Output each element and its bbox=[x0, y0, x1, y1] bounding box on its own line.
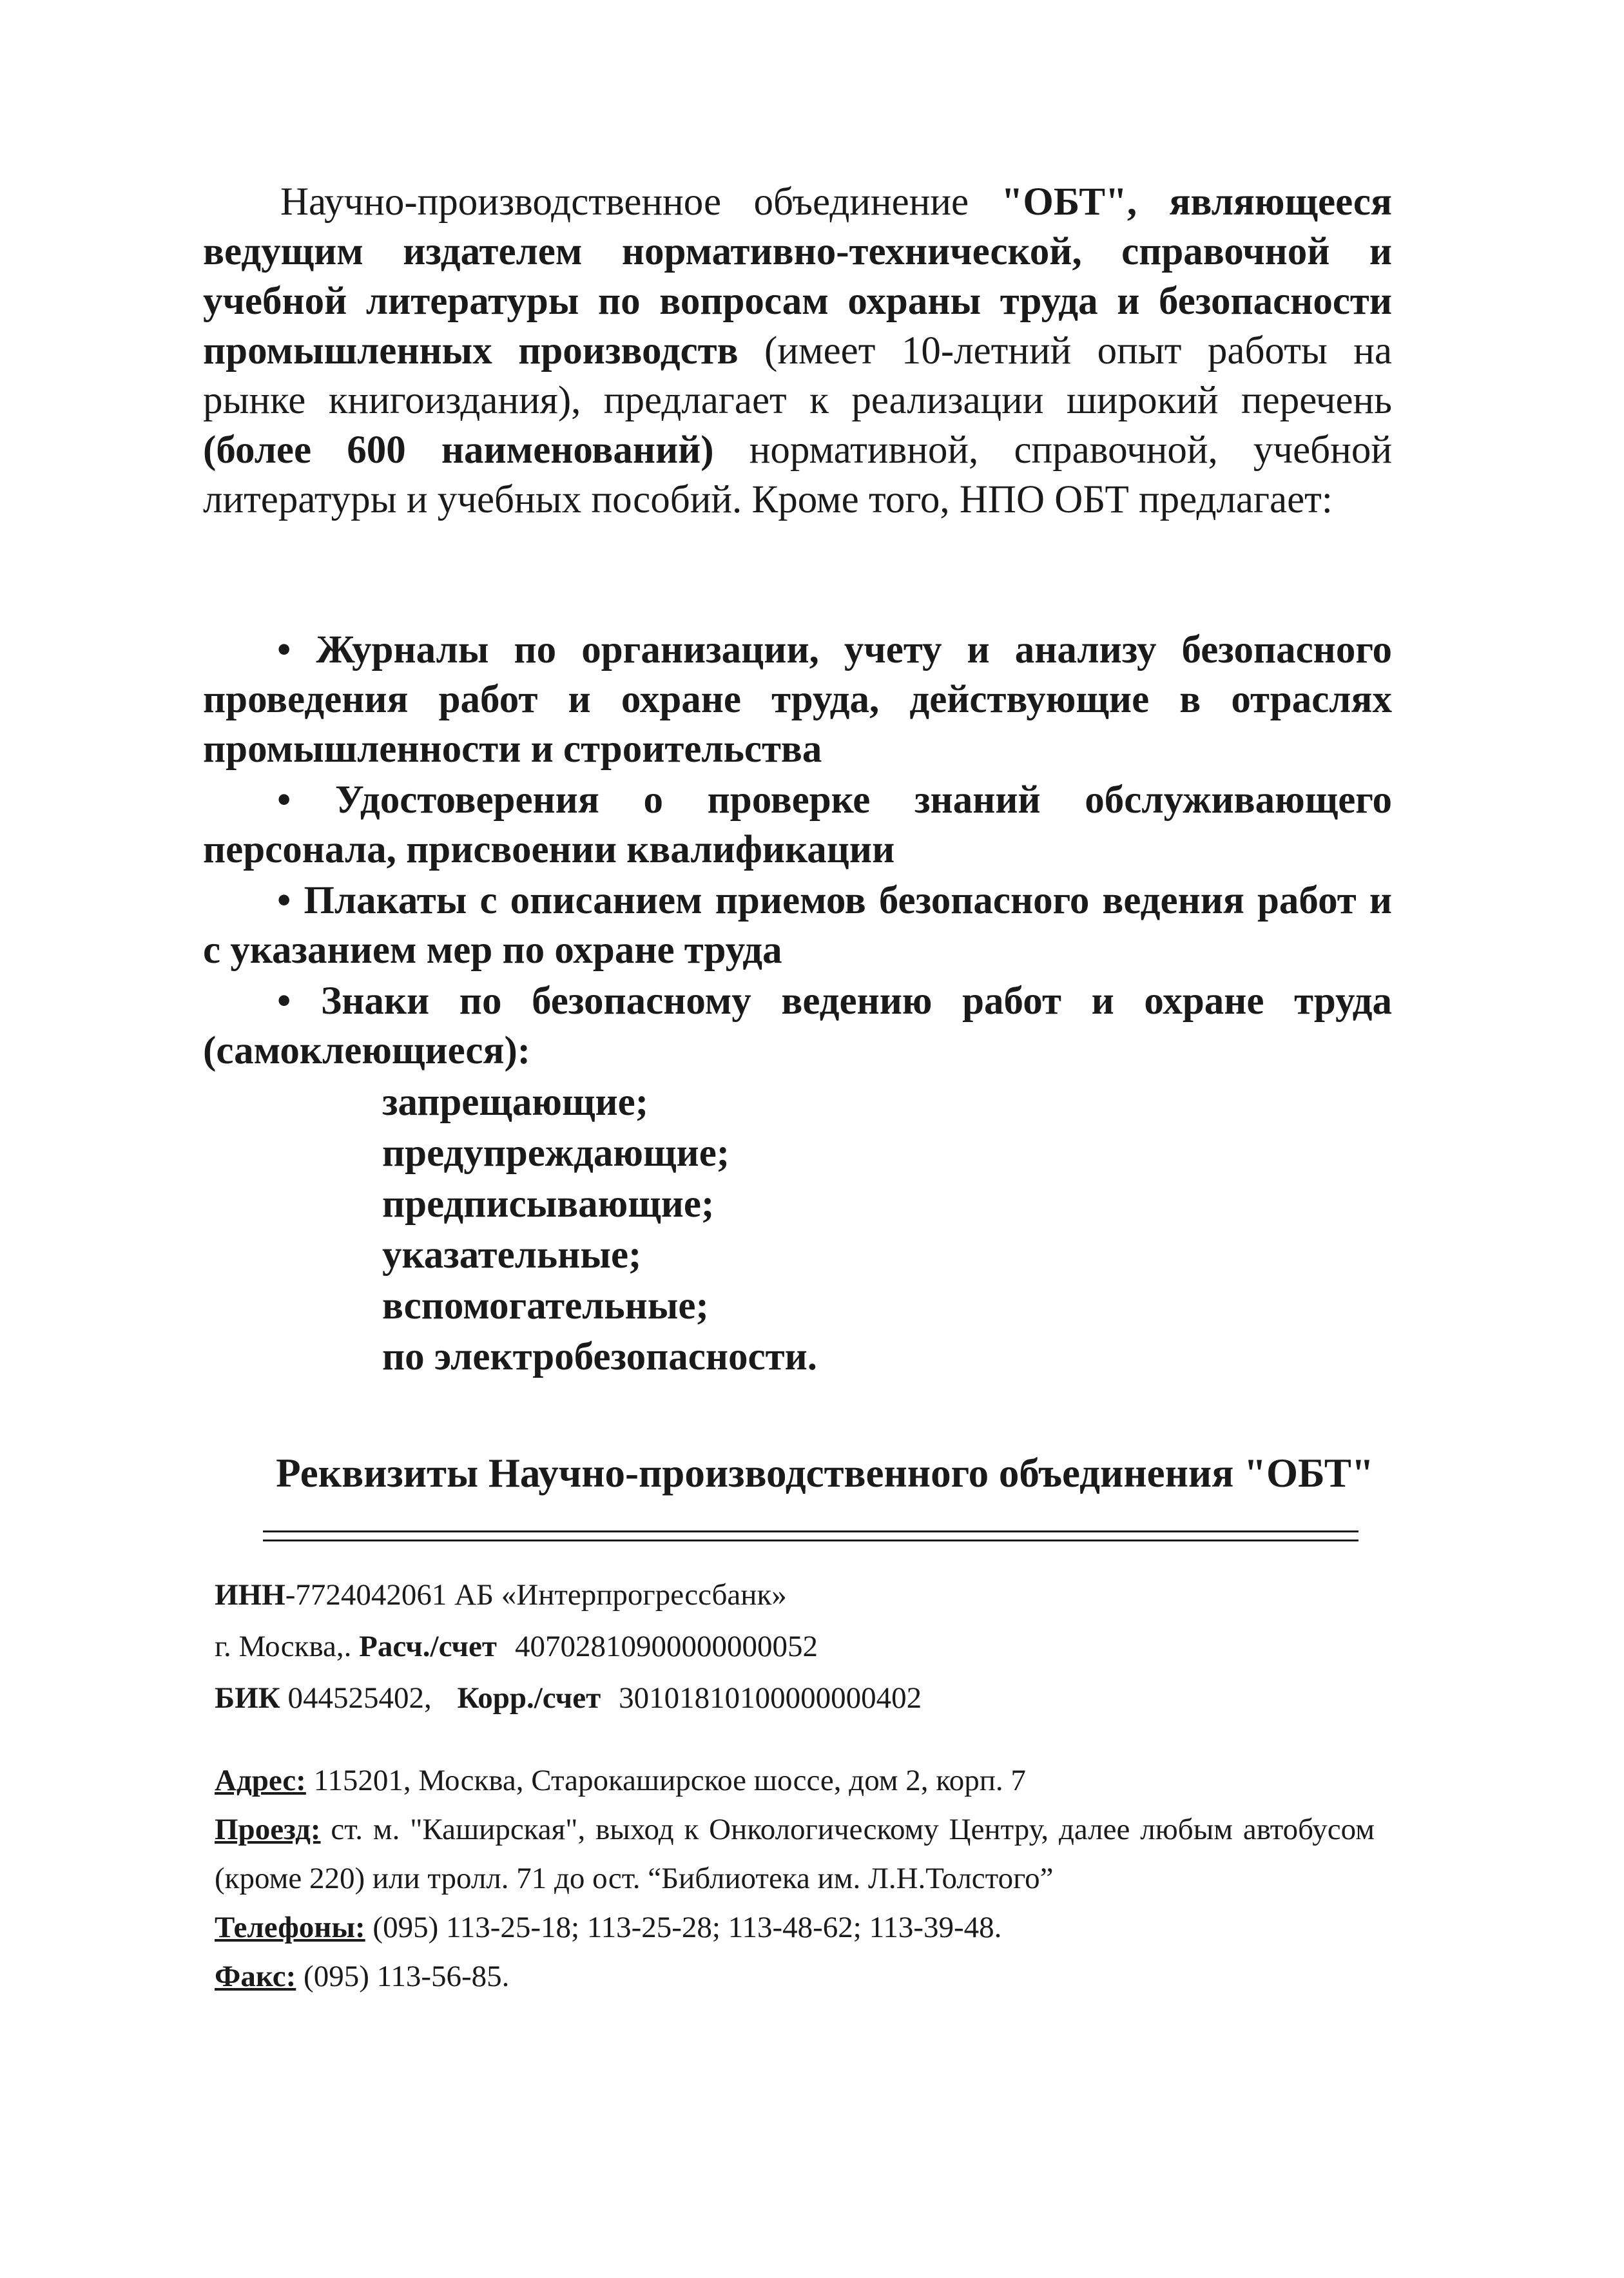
corr-value: 30101810100000000402 bbox=[619, 1681, 922, 1715]
phones-value: (095) 113-25-18; 113-25-28; 113-48-62; 113-39-48. bbox=[365, 1911, 1002, 1944]
route-value: ст. м. "Каширская", выход к Онкологическому Центру, далее любым автобусом (кроме 220) или тролл. 71 до ост. “Библиотека им. Л.Н.Толстого” bbox=[215, 1813, 1375, 1895]
route-line bbox=[215, 1805, 1375, 1903]
intro-paragraph bbox=[203, 177, 1392, 525]
sign-type-item: предписывающие; bbox=[382, 1182, 715, 1226]
address-line bbox=[215, 1756, 1375, 1805]
inn-value: -7724042061 АБ «Интерпрогрессбанк» bbox=[285, 1578, 787, 1612]
title-divider bbox=[263, 1540, 1358, 1541]
account-line bbox=[215, 1621, 1375, 1672]
sign-type-item: предупреждающие; bbox=[382, 1132, 730, 1175]
bik-value: 044525402, bbox=[287, 1681, 432, 1715]
phones-label: Телефоны: bbox=[215, 1911, 365, 1944]
offer-item-signs: • Знаки по безопасному ведению работ и охране труда (самоклеющиеся): bbox=[203, 980, 1392, 1072]
intro-text-2: (имеет 10-летний опыт работы на рынке книгоиздания), предлагает к реализации широкий перечень bbox=[203, 329, 1392, 422]
intro-count-bold: (более 600 наименований) bbox=[203, 429, 714, 472]
requisites-title: Реквизиты Научно-производственного объединения "ОБТ" bbox=[276, 1451, 1374, 1496]
offer-item-certificates: • Удостоверения о проверке знаний обслуживающего персонала, присвоении квалификации bbox=[203, 778, 1392, 871]
fax-line bbox=[215, 1952, 1375, 2001]
account-label: Расч./счет bbox=[359, 1630, 497, 1663]
sign-type-item: по электробезопасности. bbox=[382, 1335, 817, 1378]
intro-text-1: Научно-производственное объединение bbox=[280, 180, 1001, 224]
address-label: Адрес: bbox=[215, 1764, 306, 1797]
route-label: Проезд: bbox=[215, 1813, 321, 1846]
corr-label: Корр./счет bbox=[457, 1681, 601, 1715]
city-text: г. Москва,. bbox=[215, 1630, 352, 1663]
inn-line bbox=[215, 1569, 1375, 1621]
sign-type-item: вспомогательные; bbox=[382, 1284, 709, 1327]
sign-type-item: указательные; bbox=[382, 1233, 642, 1277]
sign-types-list bbox=[382, 1077, 1392, 1382]
title-divider bbox=[263, 1530, 1358, 1532]
bik-line bbox=[215, 1672, 1375, 1724]
sign-type-item: запрещающие; bbox=[382, 1081, 649, 1124]
phones-line bbox=[215, 1903, 1375, 1952]
inn-label: ИНН bbox=[215, 1578, 285, 1612]
fax-value: (095) 113-56-85. bbox=[296, 1960, 510, 1993]
bik-label: БИК bbox=[215, 1681, 280, 1715]
contact-details bbox=[215, 1756, 1375, 2001]
offer-item-posters: • Плакаты с описанием приемов безопасного ведения работ и с указанием мер по охране труда bbox=[203, 879, 1392, 972]
offer-item-journals: • Журналы по организации, учету и анализу безопасного проведения работ и охране труда, действующие в отраслях промышленности и строительства bbox=[203, 628, 1392, 771]
account-value: 40702810900000000052 bbox=[514, 1630, 818, 1663]
intro-text-3: нормативной, справочной, учебной литературы и учебных пособий. Кроме того, НПО ОБТ предлагает: bbox=[203, 429, 1392, 521]
bank-details bbox=[215, 1569, 1375, 1724]
offers-list bbox=[203, 625, 1392, 1382]
fax-label: Факс: bbox=[215, 1960, 296, 1993]
address-value: 115201, Москва, Старокаширское шоссе, дом 2, корп. 7 bbox=[305, 1764, 1026, 1797]
intro-obt-bold: "ОБТ", являющееся ведущим издателем нормативно-технической, справочной и учебной литературы по вопросам охраны труда и безопасности промышленных производств bbox=[203, 180, 1393, 372]
